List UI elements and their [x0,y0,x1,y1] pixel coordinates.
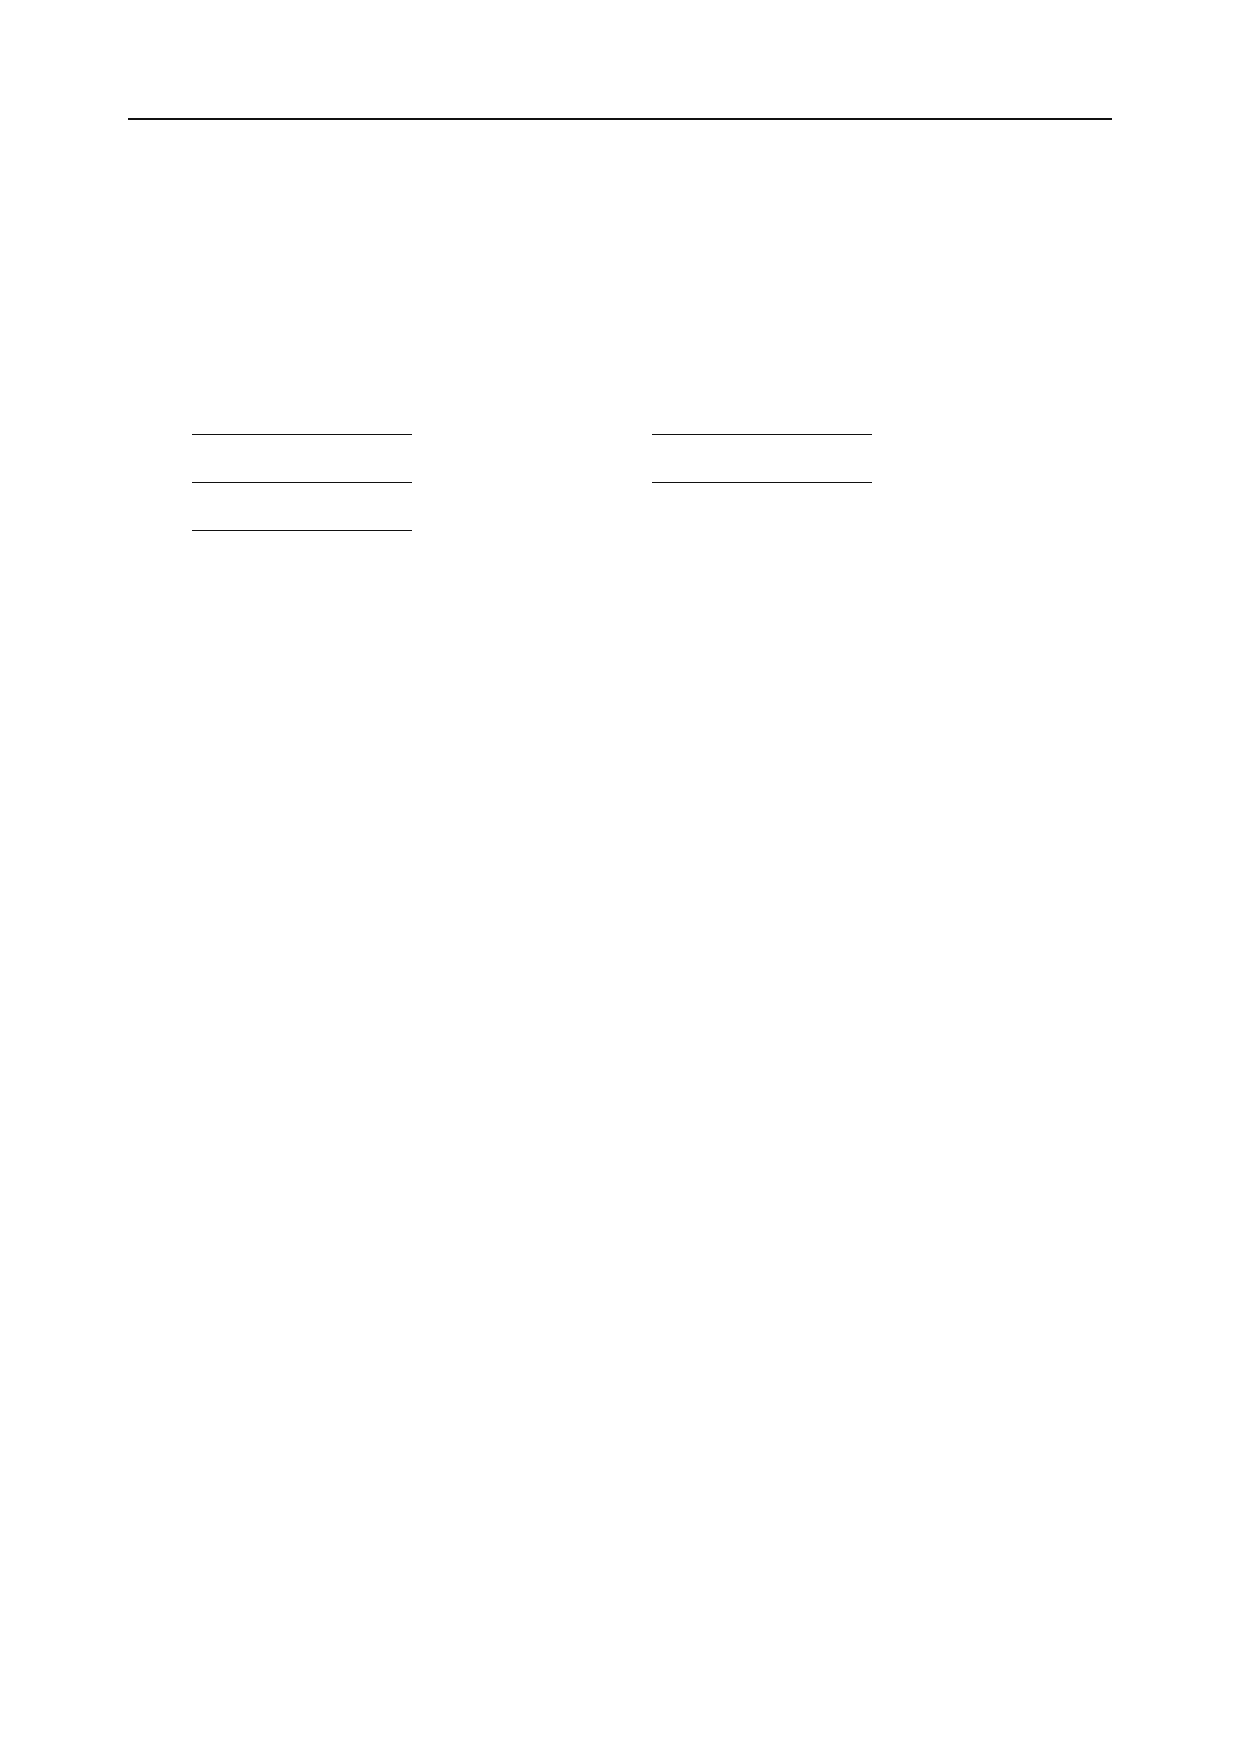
section-1-text [128,724,1112,772]
section-spacer [128,1084,1112,1108]
section-3-heading [128,1108,1112,1156]
page-footer [1100,1654,1140,1684]
contact-line-3 [128,362,1112,410]
section-2-intro [128,844,1112,892]
section-2-item-3 [128,988,1112,1036]
section-2-item-2 [128,940,1112,988]
postcode-field [652,410,1112,458]
contact-heading [128,266,1112,314]
general-terms-heading [128,628,1112,676]
phone-fax-row [128,458,1112,506]
contact-line-1-right [652,146,1112,194]
section-2-heading [128,796,1112,844]
contact-line-2 [128,194,1112,242]
address-input-line [192,434,412,435]
section-2-item-4 [128,1036,1112,1084]
email-input-line [192,530,412,531]
address-field [128,410,652,458]
contact-section [128,146,1112,554]
phone-input-line [192,482,412,483]
section-3-item-1 [128,1156,1112,1204]
general-terms-section [128,628,1112,1252]
section-3-item-2 [128,1204,1112,1252]
company-name [128,314,1112,362]
fax-field [652,458,1112,506]
section-1-heading [128,676,1112,724]
fax-input-line [652,482,872,483]
contact-line-1 [128,146,1112,194]
phone-field [128,458,652,506]
page-header [128,88,1112,120]
section-spacer [128,242,1112,266]
contact-line-1-left [128,146,652,194]
section-2-item-1 [128,892,1112,940]
email-field [128,506,1112,554]
section-spacer [128,772,1112,796]
postcode-input-line [652,434,872,435]
address-row [128,410,1112,458]
